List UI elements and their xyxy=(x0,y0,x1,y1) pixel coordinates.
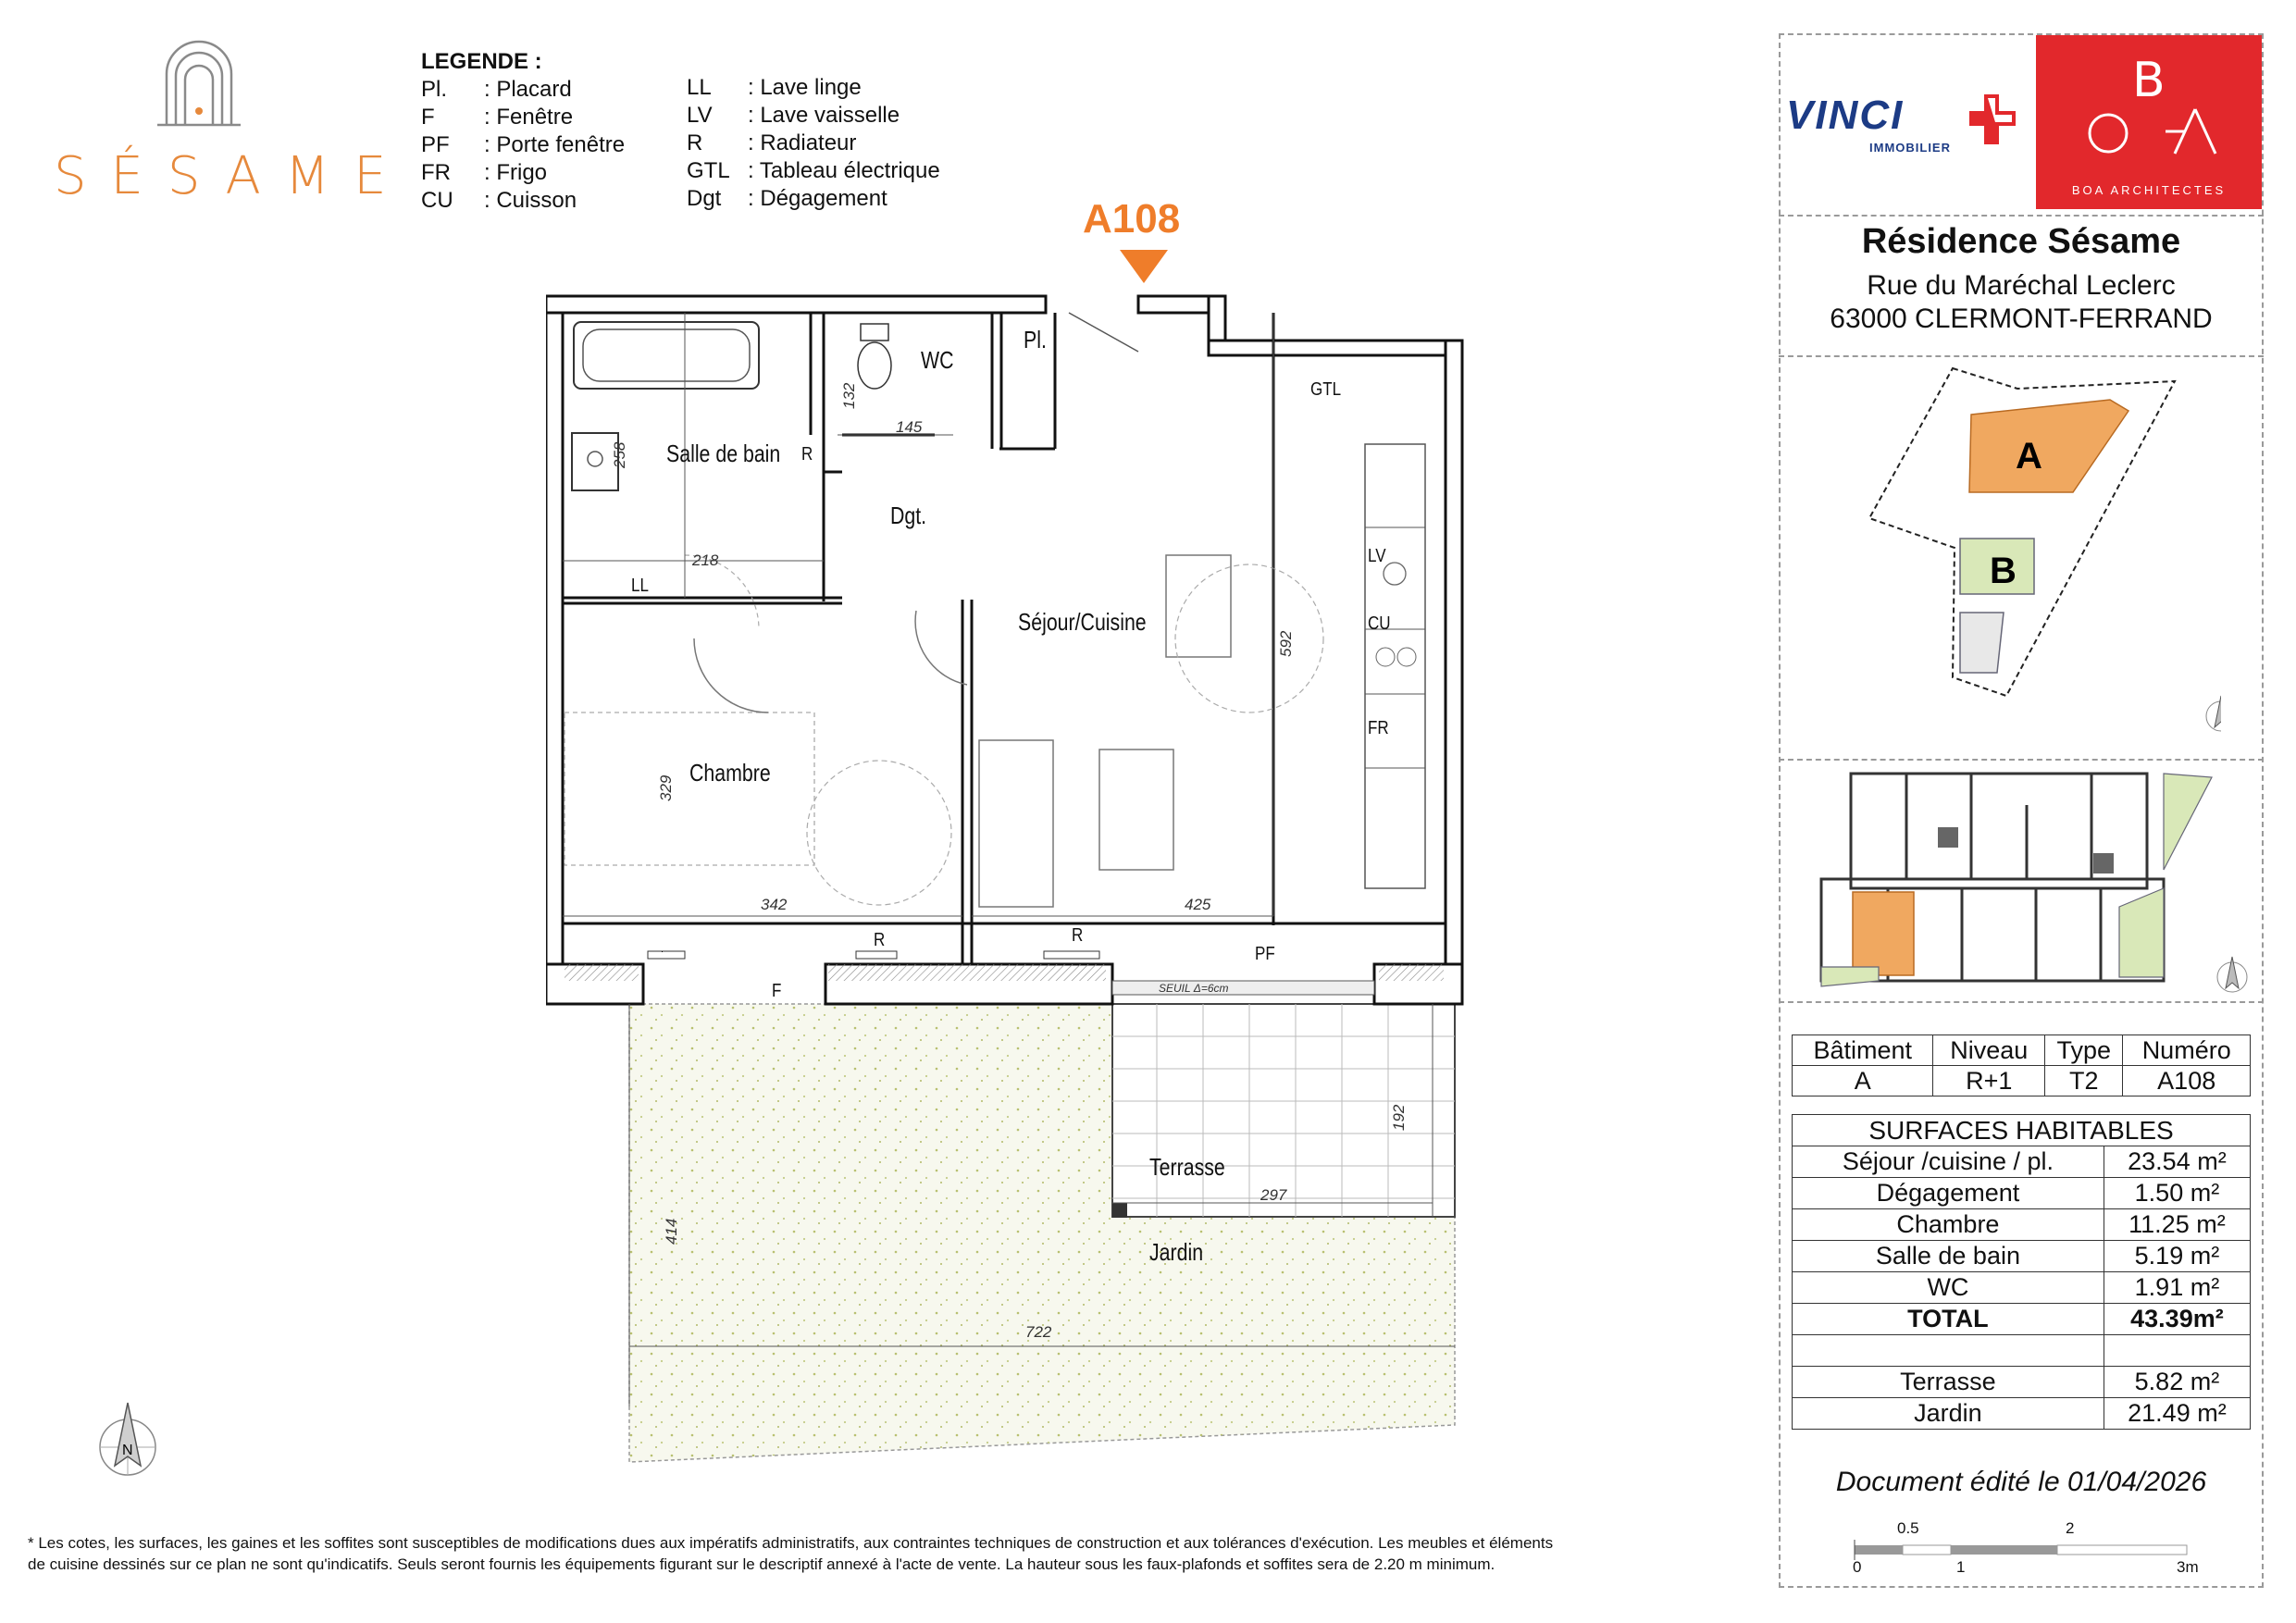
surface-value: 21.49 m² xyxy=(2104,1398,2250,1430)
north-arrow-icon xyxy=(2217,957,2247,992)
label-cu: CU xyxy=(1368,613,1391,634)
dim-132: 132 xyxy=(840,382,858,409)
residence-city: 63000 CLERMONT-FERRAND xyxy=(1830,304,2213,334)
table-row xyxy=(1793,1035,2251,1066)
svg-text:B: B xyxy=(2132,53,2166,108)
dim-414: 414 xyxy=(663,1218,680,1245)
panel-divider xyxy=(1779,1001,2264,1003)
threshold-label: SEUIL Δ=6cm xyxy=(1159,982,1229,995)
scale-label: 1 xyxy=(1956,1558,1966,1576)
north-arrow xyxy=(91,1399,165,1487)
dim-258: 258 xyxy=(611,441,628,468)
dim-218: 218 xyxy=(692,551,719,569)
legend-code: R xyxy=(687,130,703,155)
legend-item xyxy=(421,187,625,215)
scale-label: 3m xyxy=(2177,1558,2199,1576)
residence-title: Résidence Sésame xyxy=(1861,222,2181,261)
surface-label: Chambre xyxy=(1793,1209,2104,1241)
residence-street: Rue du Maréchal Leclerc xyxy=(1867,270,2176,301)
legend-code: Pl. xyxy=(421,77,448,102)
legend-desc: : Radiateur xyxy=(748,130,857,155)
surface-total-label: TOTAL xyxy=(1793,1304,2104,1335)
legend-desc: : Cuisson xyxy=(484,188,577,213)
surface-label: Dégagement xyxy=(1793,1178,2104,1209)
dim-342: 342 xyxy=(761,896,788,913)
bed-outline xyxy=(565,712,814,865)
footnote xyxy=(28,1532,1786,1575)
surface-value: 1.91 m² xyxy=(2104,1272,2250,1304)
table-row xyxy=(1793,1209,2251,1241)
surface-label: Séjour /cuisine / pl. xyxy=(1793,1146,2104,1178)
surface-value: 11.25 m² xyxy=(2104,1209,2250,1241)
scale-label: 0.5 xyxy=(1897,1519,1919,1537)
vinci-name: VINCI xyxy=(1786,93,1905,138)
legend-code: PF xyxy=(421,132,450,157)
room-label-living-kitchen: Séjour/Cuisine xyxy=(1018,608,1147,636)
legend-item xyxy=(421,131,625,159)
legend-column-2 xyxy=(687,74,940,213)
legend-code: LV xyxy=(687,103,713,128)
boa-label: BOA ARCHITECTES xyxy=(2071,183,2227,197)
legend-desc: : Porte fenêtre xyxy=(484,132,626,157)
table-row xyxy=(1793,1178,2251,1209)
table-row xyxy=(1793,1335,2251,1367)
legend-code: Dgt xyxy=(687,186,722,211)
scale-label: 0 xyxy=(1853,1558,1862,1576)
dim-297: 297 xyxy=(1260,1186,1287,1204)
unit-info-table xyxy=(1792,1035,2251,1096)
legend-desc: : Placard xyxy=(484,77,572,102)
vinci-logo xyxy=(1786,93,2017,167)
legend-code: F xyxy=(421,105,435,130)
dim-329: 329 xyxy=(657,774,675,801)
label-lv: LV xyxy=(1368,546,1386,566)
table-row xyxy=(1793,1146,2251,1178)
building-a xyxy=(1969,400,2128,492)
surface-value: 5.82 m² xyxy=(2104,1367,2250,1398)
table-cell: T2 xyxy=(2045,1066,2123,1096)
sesame-wordmark: SÉSAME xyxy=(54,146,411,206)
footnote-line: de cuisine dessinés sur ce plan ne sont qu'indicatifs. Seuls seront fournis les équipements figurant sur le descriptif annexé à l'acte de vente. La hauteur sous les faux-plafonds et soffites sera de 2.20 m minimum. xyxy=(28,1555,1496,1573)
coffee-table xyxy=(1099,750,1173,870)
legend-item xyxy=(687,157,940,185)
document-date: Document édité le 01/04/2026 xyxy=(1835,1467,2207,1497)
table-row xyxy=(1793,1304,2251,1335)
radiator xyxy=(648,951,685,959)
label-pf: PF xyxy=(1255,944,1275,964)
table-cell: R+1 xyxy=(1933,1066,2045,1096)
room-label-placard: Pl. xyxy=(1024,326,1047,353)
legend-item xyxy=(687,102,940,130)
room-label-wc: WC xyxy=(921,346,954,374)
legend xyxy=(421,48,625,215)
table-cell: A108 xyxy=(2123,1066,2251,1096)
room-label-bathroom: Salle de bain xyxy=(666,440,781,467)
table-header: Numéro xyxy=(2123,1035,2251,1066)
room-label-dgt: Dgt. xyxy=(890,502,927,529)
surface-value: 23.54 m² xyxy=(2104,1146,2250,1178)
legend-item xyxy=(421,159,625,187)
site-plan xyxy=(1851,363,2221,761)
table-cell xyxy=(1793,1335,2104,1367)
floor-plan xyxy=(546,250,1471,1471)
sesame-arch-icon xyxy=(37,37,352,148)
panel-divider xyxy=(1779,355,2264,357)
label-radiator: R xyxy=(1072,925,1084,946)
legend-desc: : Fenêtre xyxy=(484,105,574,130)
legend-item xyxy=(687,130,940,157)
legend-desc: : Frigo xyxy=(484,160,548,185)
kitchen-counter xyxy=(1365,444,1425,888)
legend-code: FR xyxy=(421,160,451,185)
legend-code: CU xyxy=(421,188,453,213)
scale-label: 2 xyxy=(2066,1519,2075,1537)
building-b-label: B xyxy=(1990,551,2017,591)
room-label-bedroom: Chambre xyxy=(689,759,771,787)
radiator xyxy=(856,951,897,959)
dim-145: 145 xyxy=(896,418,923,436)
surface-label: Jardin xyxy=(1793,1398,2104,1430)
label-gtl: GTL xyxy=(1310,379,1342,400)
bathtub xyxy=(574,322,759,389)
dim-722: 722 xyxy=(1025,1323,1052,1341)
table-row xyxy=(1793,1241,2251,1272)
surfaces-table xyxy=(1792,1114,2251,1430)
dim-192: 192 xyxy=(1390,1104,1408,1131)
legend-code: GTL xyxy=(687,158,730,183)
legend-item xyxy=(421,104,625,131)
dim-592: 592 xyxy=(1277,630,1295,657)
legend-item xyxy=(687,185,940,213)
table-header: Niveau xyxy=(1933,1035,2045,1066)
surface-total-value: 43.39m² xyxy=(2104,1304,2250,1335)
table-row xyxy=(1793,1272,2251,1304)
boa-logo xyxy=(2036,35,2262,209)
boa-mark-icon xyxy=(2036,35,2262,183)
table-row xyxy=(1793,1367,2251,1398)
surface-label: Terrasse xyxy=(1793,1367,2104,1398)
floor-plan-drawing xyxy=(546,250,1471,1471)
north-arrow-icon xyxy=(91,1399,165,1482)
room-label-terrace: Terrasse xyxy=(1149,1153,1225,1181)
label-radiator: R xyxy=(801,444,813,465)
label-radiator: R xyxy=(874,930,886,950)
sofa xyxy=(979,740,1053,907)
legend-desc: : Lave linge xyxy=(748,75,862,100)
label-ll: LL xyxy=(631,576,649,596)
label-f: F xyxy=(772,981,782,1001)
table-cell xyxy=(2104,1335,2250,1367)
legend-desc: : Dégagement xyxy=(748,186,887,211)
legend-desc: : Lave vaisselle xyxy=(748,103,900,128)
table-row xyxy=(1793,1066,2251,1096)
terrace-post xyxy=(1112,1203,1127,1218)
surface-label: Salle de bain xyxy=(1793,1241,2104,1272)
unit-a108-highlight xyxy=(1853,892,1914,975)
legend-item xyxy=(687,74,940,102)
unit-number: A108 xyxy=(1083,196,1181,242)
table-row xyxy=(1793,1398,2251,1430)
radiator xyxy=(1044,951,1099,959)
legend-title: LEGENDE : xyxy=(421,49,542,74)
table-row xyxy=(1793,1115,2251,1146)
surfaces-title: SURFACES HABITABLES xyxy=(1793,1115,2251,1146)
dim-425: 425 xyxy=(1185,896,1211,913)
surface-value: 1.50 m² xyxy=(2104,1178,2250,1209)
north-arrow-icon xyxy=(2206,696,2221,731)
table-header: Type xyxy=(2045,1035,2123,1066)
legend-code: LL xyxy=(687,75,712,100)
label-fr: FR xyxy=(1368,718,1389,738)
panel-divider xyxy=(1779,215,2264,217)
room-label-garden: Jardin xyxy=(1149,1238,1204,1266)
floor-key-plan xyxy=(1814,768,2249,999)
building-a-label: A xyxy=(2016,436,2042,477)
north-letter: N xyxy=(122,1443,133,1458)
table-header: Bâtiment xyxy=(1793,1035,1933,1066)
toilet xyxy=(861,324,888,341)
surface-value: 5.19 m² xyxy=(2104,1241,2250,1272)
vinci-sub: IMMOBILIER xyxy=(1869,141,1951,155)
legend-item xyxy=(421,76,625,104)
sesame-logo xyxy=(37,37,411,206)
footnote-line: * Les cotes, les surfaces, les gaines et les soffites sont susceptibles de modifications dues aux impératifs administratifs, aux contraintes techniques de construction et aux tolérances d'exécution. Les meubles et éléments xyxy=(28,1534,1554,1552)
scale-bar xyxy=(1851,1540,2193,1562)
legend-desc: : Tableau électrique xyxy=(748,158,940,183)
table-cell: A xyxy=(1793,1066,1933,1096)
vinci-cross-icon xyxy=(1967,93,2017,148)
surface-label: WC xyxy=(1793,1272,2104,1304)
